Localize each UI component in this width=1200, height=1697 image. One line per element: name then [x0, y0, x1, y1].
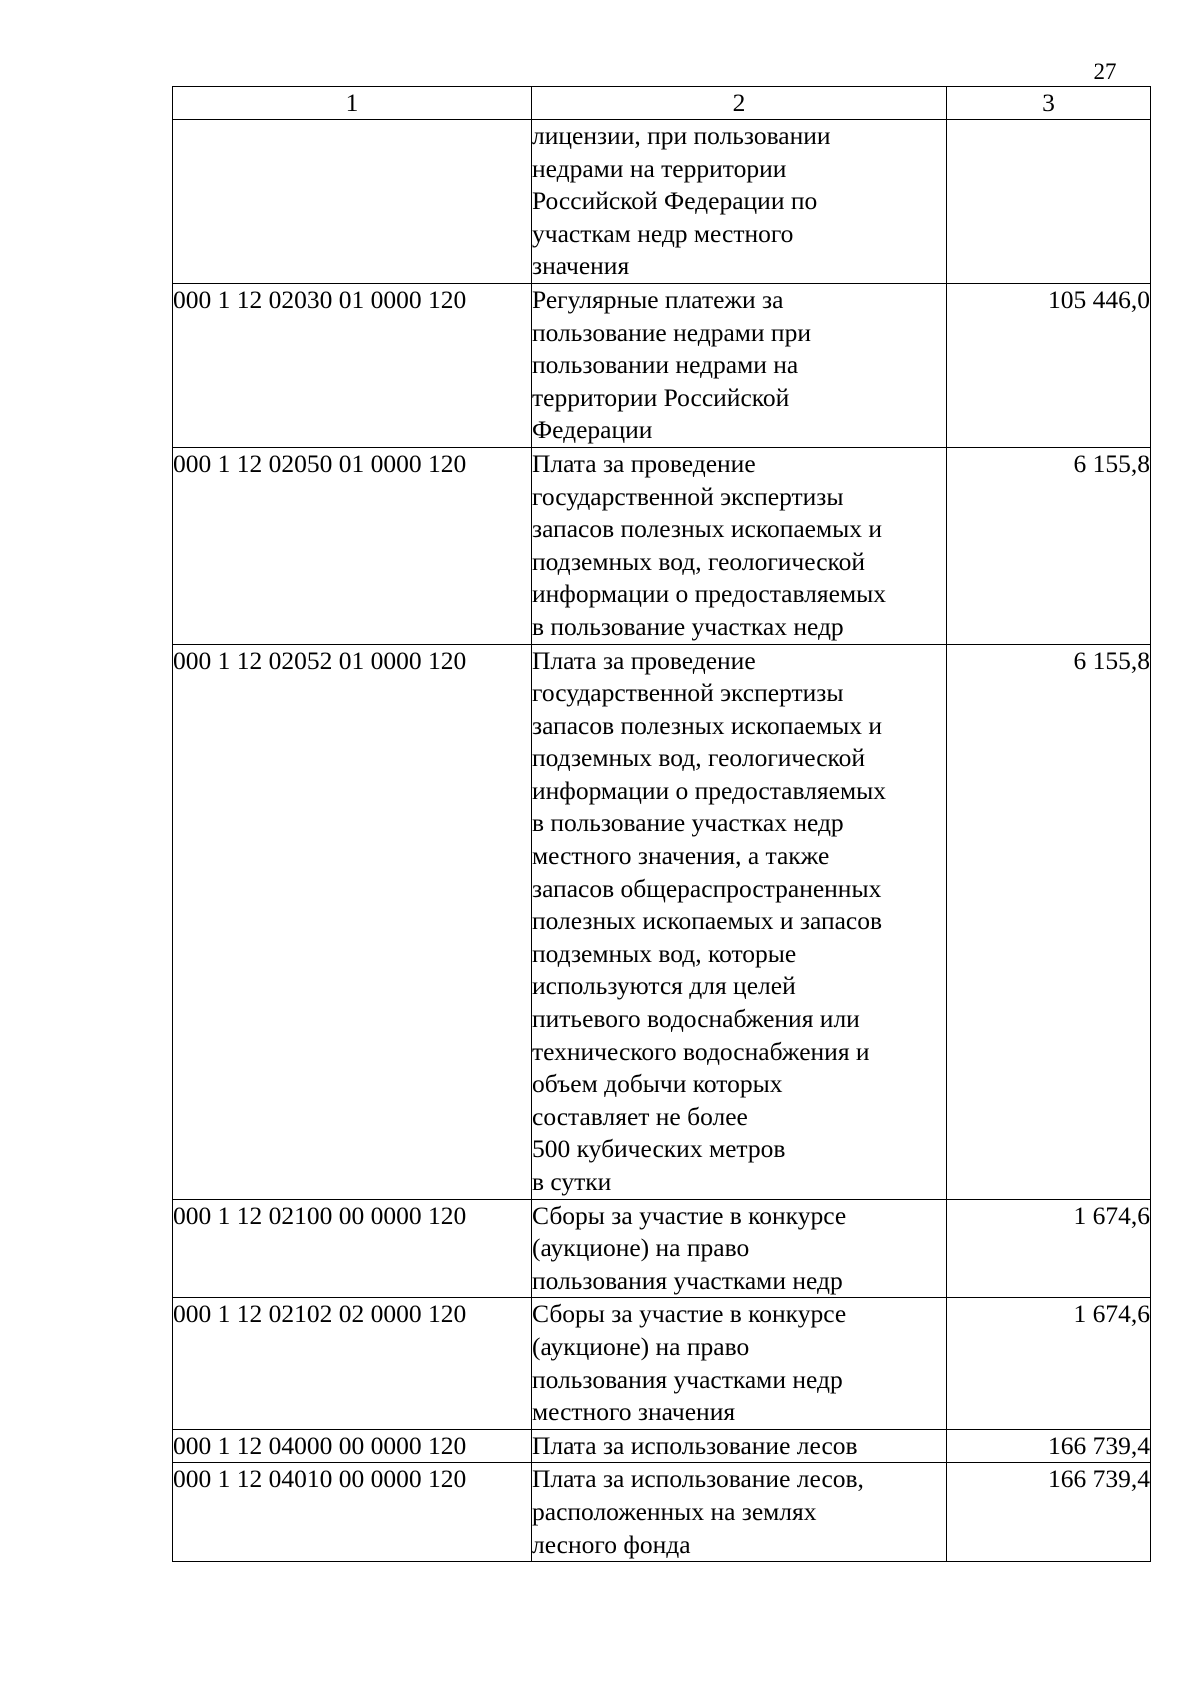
revenue-name-line: запасов общераспространенных: [532, 873, 882, 903]
revenue-name-cell: [532, 1298, 947, 1429]
revenue-name-line: пользовании недрами на: [532, 350, 799, 380]
revenue-name-line: Плата за использование лесов,: [532, 1464, 864, 1494]
revenue-name-line: Федерации: [532, 415, 653, 445]
revenue-name-cell: [532, 644, 947, 1199]
revenue-name-line: подземных вод, геологической: [532, 546, 866, 576]
revenue-name-line: Плата за проведение: [532, 448, 756, 478]
table-row: [173, 1298, 1151, 1429]
revenue-name-cell: [532, 1199, 947, 1298]
revenue-name-line: территории Российской: [532, 382, 790, 412]
revenue-name-line: используются для целей: [532, 971, 796, 1001]
revenue-amount-cell: 1 674,6: [947, 1199, 1151, 1298]
table-row: [173, 1429, 1151, 1463]
revenue-name-line: информации о предоставляемых: [532, 579, 886, 609]
revenue-code-cell: 000 1 12 02030 01 0000 120: [173, 283, 532, 447]
revenue-name-line: местного значения, а также: [532, 841, 830, 871]
revenue-name-line: пользования участками недр: [532, 1364, 843, 1394]
revenue-name-line: участкам недр местного: [532, 218, 794, 248]
revenue-name-line: подземных вод, которые: [532, 938, 797, 968]
revenue-amount-cell: 6 155,8: [947, 644, 1151, 1199]
revenue-name-cell: [532, 1429, 947, 1463]
revenue-name-line: пользование недрами при: [532, 317, 811, 347]
revenue-amount-cell: 105 446,0: [947, 283, 1151, 447]
revenue-amount-cell: [947, 120, 1151, 284]
revenue-code-cell: 000 1 12 04010 00 0000 120: [173, 1463, 532, 1562]
table-row: [173, 1463, 1151, 1562]
table-row: [173, 1199, 1151, 1298]
table-row: [173, 447, 1151, 644]
revenue-name-line: Плата за проведение: [532, 645, 756, 675]
table-row: [173, 644, 1151, 1199]
revenue-name-line: пользования участками недр: [532, 1265, 843, 1295]
revenue-amount-cell: 166 739,4: [947, 1463, 1151, 1562]
table-body: [173, 120, 1151, 1562]
revenue-code-cell: [173, 120, 532, 284]
revenue-name-line: Сборы за участие в конкурсе: [532, 1299, 847, 1329]
revenue-amount-cell: 166 739,4: [947, 1429, 1151, 1463]
revenue-code-cell: 000 1 12 02052 01 0000 120: [173, 644, 532, 1199]
revenue-name-line: объем добычи которых: [532, 1069, 783, 1099]
revenue-name-line: составляет не более: [532, 1101, 748, 1131]
revenue-name-line: информации о предоставляемых: [532, 775, 886, 805]
revenue-code-cell: 000 1 12 02050 01 0000 120: [173, 447, 532, 644]
revenue-code-cell: 000 1 12 02100 00 0000 120: [173, 1199, 532, 1298]
table-row: [173, 120, 1151, 284]
revenue-name-cell: [532, 1463, 947, 1562]
column-header-code: 1: [173, 87, 532, 120]
revenue-name-line: подземных вод, геологической: [532, 743, 866, 773]
revenue-name-cell: [532, 447, 947, 644]
revenue-code-cell: 000 1 12 04000 00 0000 120: [173, 1429, 532, 1463]
revenue-name-line: государственной экспертизы: [532, 481, 844, 511]
revenue-name-line: (аукционе) на право: [532, 1233, 750, 1263]
revenue-name-line: в пользование участках недр: [532, 808, 844, 838]
revenue-name-line: расположенных на землях: [532, 1496, 817, 1526]
revenue-name-line: питьевого водоснабжения или: [532, 1004, 860, 1034]
table-header-row: [173, 87, 1151, 120]
revenue-name-line: Регулярные платежи за: [532, 284, 784, 314]
revenue-name-line: в пользование участках недр: [532, 611, 844, 641]
revenue-amount-cell: 1 674,6: [947, 1298, 1151, 1429]
revenue-name-line: Сборы за участие в конкурсе: [532, 1200, 847, 1230]
revenue-name-line: технического водоснабжения и: [532, 1036, 870, 1066]
revenue-name-line: Российской Федерации по: [532, 186, 818, 216]
column-header-amount: 3: [947, 87, 1151, 120]
revenue-name-line: (аукционе) на право: [532, 1331, 750, 1361]
revenue-name-line: запасов полезных ископаемых и: [532, 710, 883, 740]
column-header-name: 2: [532, 87, 947, 120]
revenue-name-line: 500 кубических метров: [532, 1134, 786, 1164]
revenue-name-cell: [532, 283, 947, 447]
revenue-name-line: значения: [532, 251, 630, 281]
revenue-name-line: Плата за использование лесов: [532, 1430, 858, 1460]
revenue-name-line: в сутки: [532, 1167, 612, 1196]
revenue-name-line: лесного фонда: [532, 1529, 691, 1559]
table-row: [173, 283, 1151, 447]
revenue-amount-cell: 6 155,8: [947, 447, 1151, 644]
revenue-name-cell: [532, 120, 947, 284]
revenue-name-line: лицензии, при пользовании: [532, 121, 831, 150]
revenue-code-cell: 000 1 12 02102 02 0000 120: [173, 1298, 532, 1429]
revenue-name-line: недрами на территории: [532, 153, 787, 183]
revenue-name-line: полезных ископаемых и запасов: [532, 906, 883, 936]
revenue-name-line: запасов полезных ископаемых и: [532, 514, 883, 544]
revenue-name-line: местного значения: [532, 1397, 736, 1427]
revenue-name-line: государственной экспертизы: [532, 678, 844, 708]
page-number: 27: [1093, 59, 1117, 84]
budget-revenue-table: [172, 86, 1151, 1562]
